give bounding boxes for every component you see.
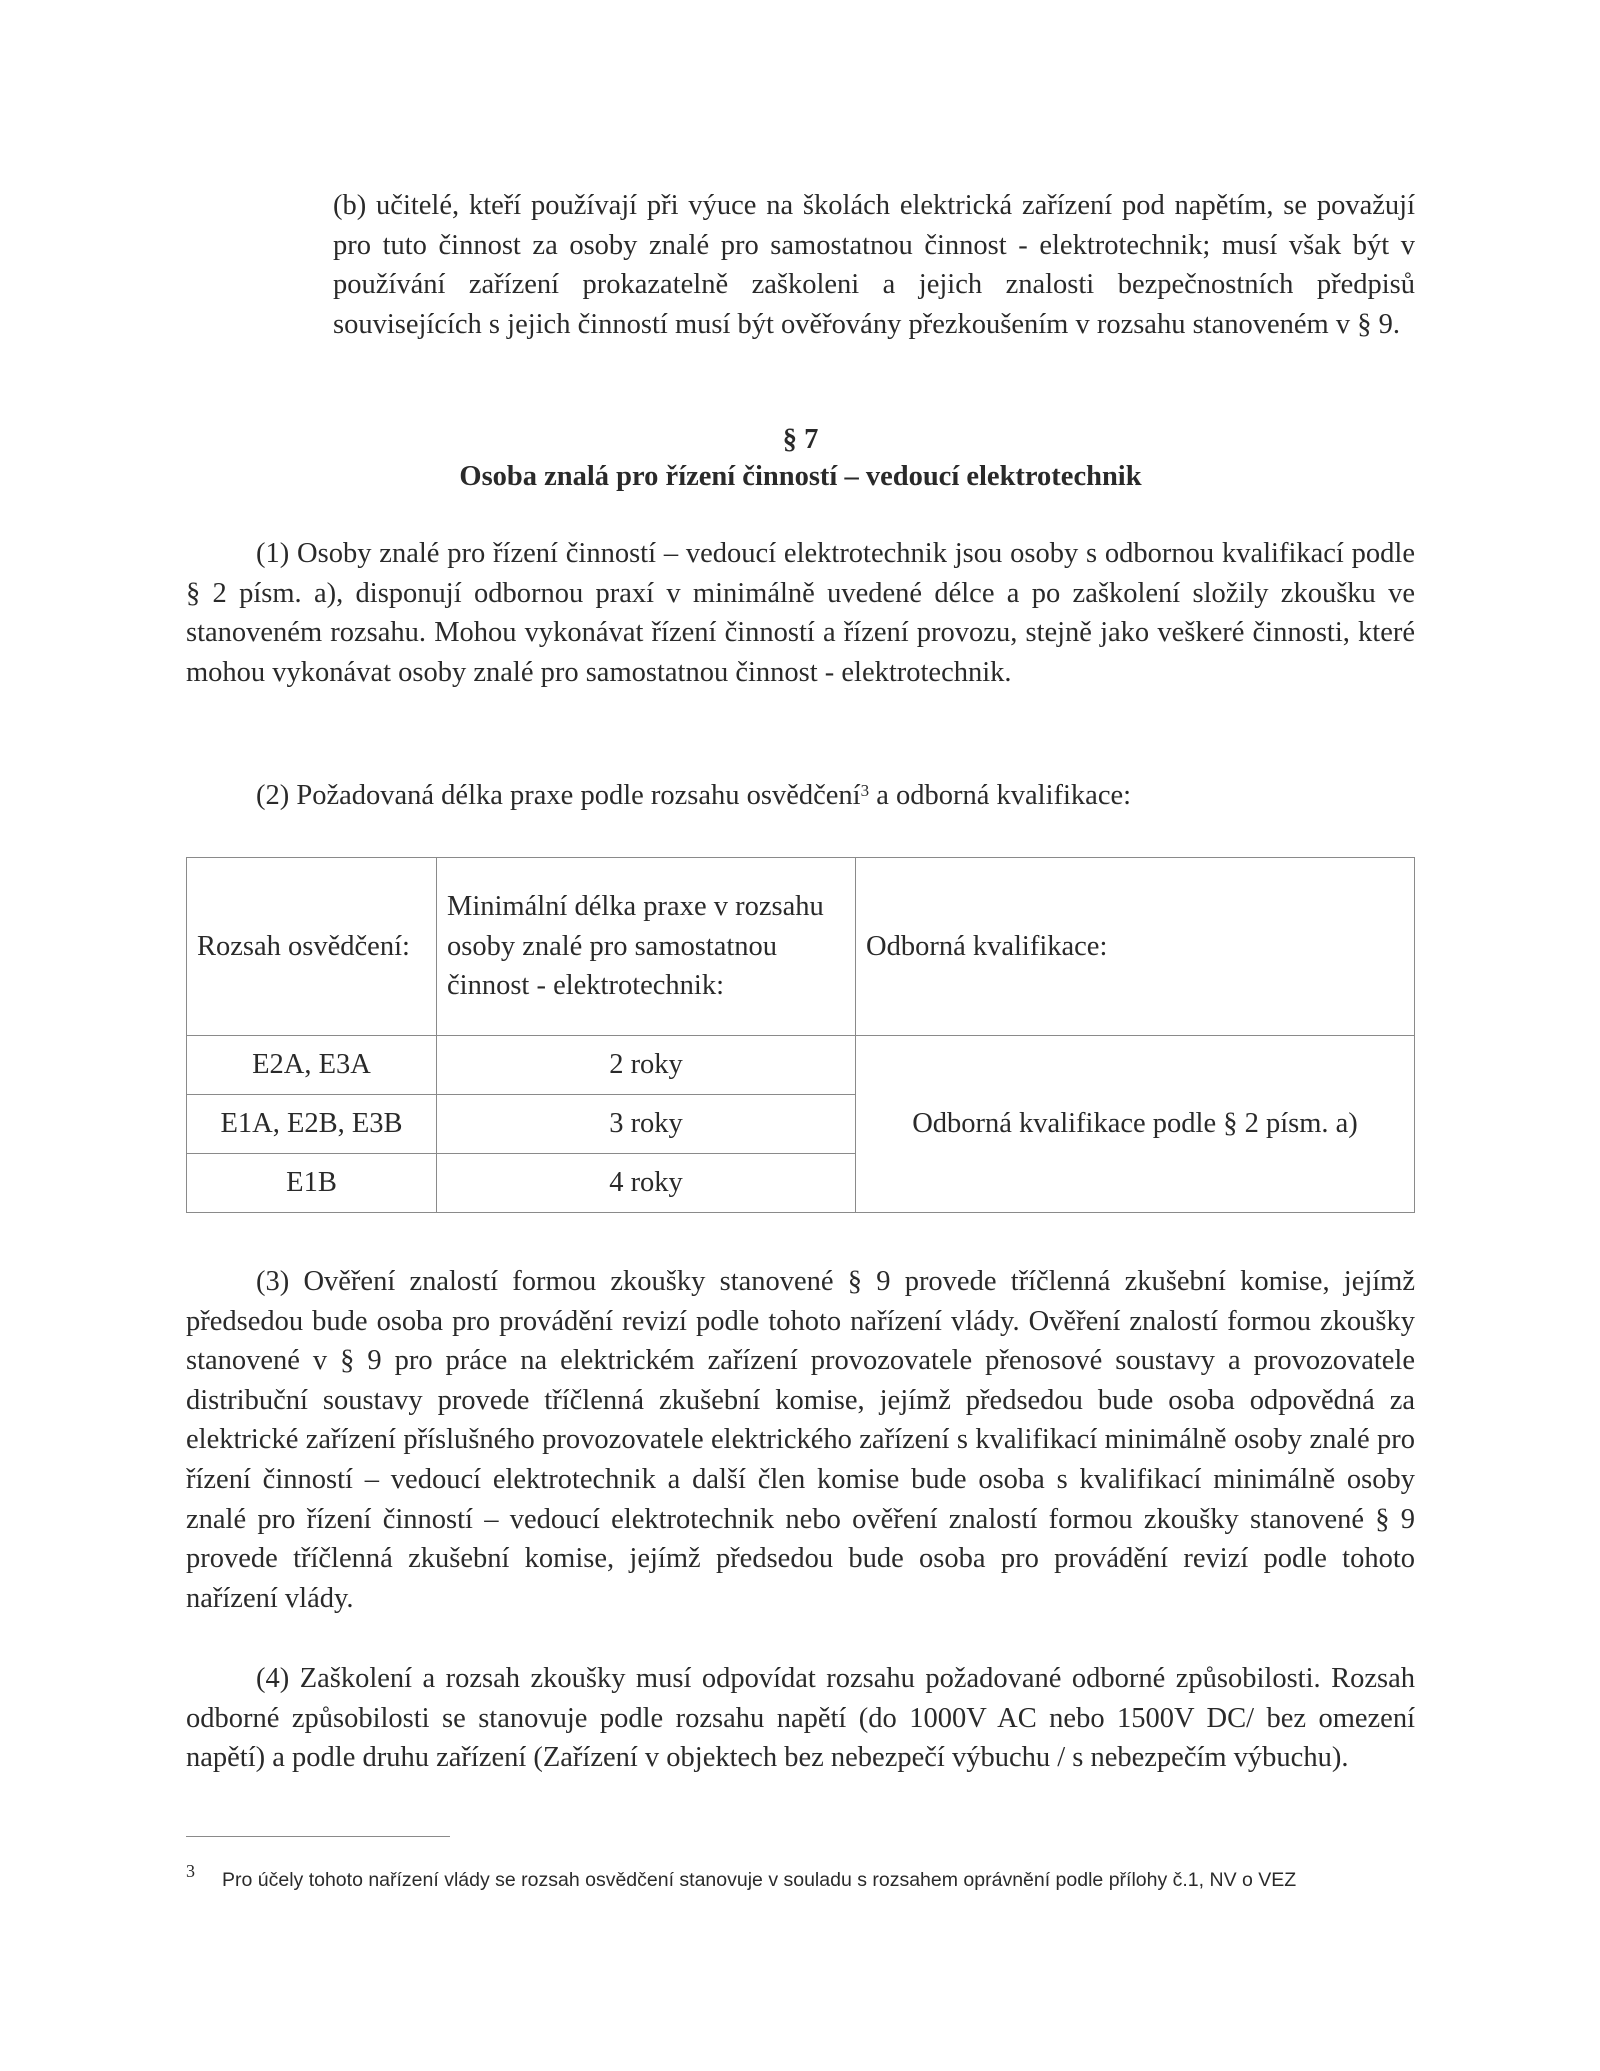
footnote-text: Pro účely tohoto nařízení vlády se rozsah osvědčení stanovuje v souladu s rozsahem oprávnění podle přílohy č.1, NV o VEZ bbox=[222, 1869, 1297, 1891]
cell-practice: 4 roky bbox=[437, 1154, 856, 1213]
paragraph-2 bbox=[186, 776, 1415, 816]
cell-practice: 2 roky bbox=[437, 1036, 856, 1095]
section-title: Osoba znalá pro řízení činností – vedoucí elektrotechnik bbox=[459, 461, 1142, 492]
header-scope: Rozsah osvědčení: bbox=[187, 858, 437, 1036]
cell-qualification: Odborná kvalifikace podle § 2 písm. a) bbox=[856, 1036, 1415, 1213]
header-qualification: Odborná kvalifikace: bbox=[856, 858, 1415, 1036]
intro-paragraph: (b) učitelé, kteří používají při výuce na školách elektrická zařízení pod napětím, se považují pro tuto činnost za osoby znalé pro samostatnou činnost - elektrotechnik; musí však být v používání zařízení prokazatelně zaškoleni a jejich znalosti bezpečnostních předpisů souvisejících s jejich činností musí být ověřovány přezkoušením v rozsahu stanoveném v § 9. bbox=[333, 190, 1415, 340]
cell-practice: 3 roky bbox=[437, 1095, 856, 1154]
paragraph-4: (4) Zaškolení a rozsah zkoušky musí odpovídat rozsahu požadované odborné způsobilosti. Rozsah odborné způsobilosti se stanovuje podle rozsahu napětí (do 1000V AC nebo 1500V DC/ bez omezení napětí) a podle druhu zařízení (Zařízení v objektech bez nebezpečí výbuchu / s nebezpečím výbuchu). bbox=[186, 1663, 1415, 1774]
paragraph-2-text-end: a odborná kvalifikace: bbox=[869, 780, 1132, 811]
cell-scope: E1A, E2B, E3B bbox=[187, 1095, 437, 1154]
section-number: § 7 bbox=[782, 424, 819, 455]
paragraph-1: (1) Osoby znalé pro řízení činností – vedoucí elektrotechnik jsou osoby s odbornou kvalifikací podle § 2 písm. a), disponují odbornou praxí v minimálně uvedené délce a po zaškolení složily zkoušku ve stanoveném rozsahu. Mohou vykonávat řízení činností a řízení provozu, stejně jako veškeré činnosti, které mohou vykonávat osoby znalé pro samostatnou činnost - elektrotechnik. bbox=[186, 538, 1415, 688]
footnote-ref: 3 bbox=[860, 781, 870, 800]
cell-scope: E2A, E3A bbox=[187, 1036, 437, 1095]
table-header-row bbox=[187, 858, 1415, 1036]
footnote-number: 3 bbox=[186, 1861, 195, 1881]
cell-scope: E1B bbox=[187, 1154, 437, 1213]
paragraph-2-text: (2) Požadovaná délka praxe podle rozsahu osvědčení bbox=[256, 780, 861, 811]
table-row bbox=[187, 1036, 1415, 1095]
header-practice: Minimální délka praxe v rozsahu osoby znalé pro samostatnou činnost - elektrotechnik: bbox=[437, 858, 856, 1036]
requirements-table bbox=[186, 857, 1415, 1213]
footnote-divider bbox=[186, 1836, 450, 1837]
paragraph-3: (3) Ověření znalostí formou zkoušky stanovené § 9 provede tříčlenná zkušební komise, jejímž předsedou bude osoba pro provádění revizí podle tohoto nařízení vlády. Ověření znalostí formou zkoušky stanovené v § 9 pro práce na elektrickém zařízení provozovatele přenosové soustavy a provozovatele distribuční soustavy provede tříčlenná zkušební komise, jejímž předsedou bude osoba odpovědná za elektrické zařízení příslušného provozovatele elektrického zařízení s kvalifikací minimálně osoby znalé pro řízení činností – vedoucí elektrotechnik a další člen komise bude osoba s kvalifikací minimálně osoby znalé pro řízení činností – vedoucí elektrotechnik nebo ověření znalostí formou zkoušky stanovené § 9 provede tříčlenná zkušební komise, jejímž předsedou bude osoba pro provádění revizí podle tohoto nařízení vlády. bbox=[186, 1266, 1415, 1614]
